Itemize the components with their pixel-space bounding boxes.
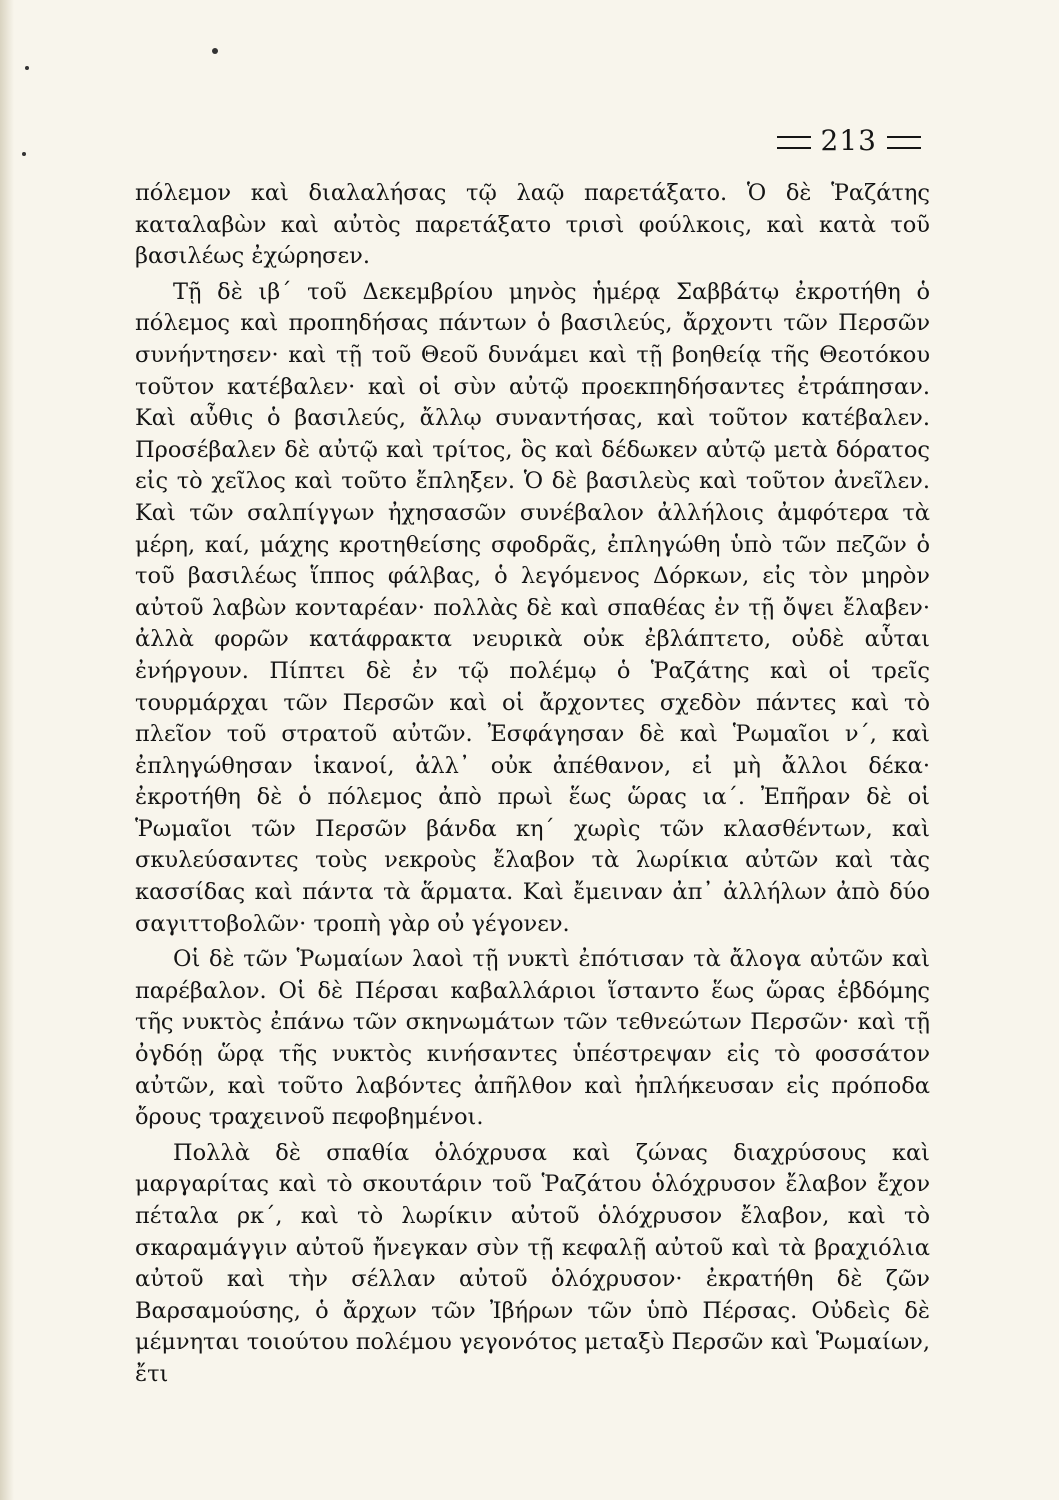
scan-edge-shadow [0, 0, 14, 1500]
header-rule-right [887, 136, 921, 149]
header-rule-left [777, 136, 811, 149]
page-number: 213 [820, 124, 877, 157]
paragraph-1: πόλεμον καὶ διαλαλήσας τῷ λαῷ παρετάξατο. Ὁ δὲ Ῥαζάτης καταλαβὼν καὶ αὐτὸς παρετάξατο τρισὶ φούλκοις, καὶ κατὰ τοῦ βασιλέως ἐχώρησεν. [135, 180, 930, 270]
speck-mark [212, 48, 218, 54]
page-header [767, 124, 931, 157]
body-text [135, 178, 930, 1395]
speck-mark [22, 152, 26, 156]
paragraph-4: Πολλὰ δὲ σπαθία ὁλόχρυσα καὶ ζώνας διαχρύσους καὶ μαργαρίτας καὶ τὸ σκουτάριν τοῦ Ῥαζάτου ὁλόχρυσον ἔλαβον ἔχον πέταλα ρκ´, καὶ τὸ λωρίκιν αὐτοῦ ὁλόχρυσον ἔλαβον, καὶ τὸ σκαραμάγγιν αὐτοῦ ἤνεγκαν σὺν τῇ κεφαλῇ αὐτοῦ καὶ τὰ βραχιόλια αὐτοῦ καὶ τὴν σέλλαν αὐτοῦ ὁλόχρυσον· ἐκρατήθη δὲ ζῶν Βαρσαμούσης, ὁ ἄρχων τῶν Ἰβήρων τῶν ὑπὸ Πέρσας. Οὐδεὶς δὲ μέμνηται τοιούτου πολέμου γεγονότος μεταξὺ Περσῶν καὶ Ῥωμαίων, ἔτι [135, 1139, 930, 1387]
speck-mark [25, 66, 29, 70]
paragraph-3: Οἱ δὲ τῶν Ῥωμαίων λαοὶ τῇ νυκτὶ ἐπότισαν τὰ ἄλογα αὐτῶν καὶ παρέβαλον. Οἱ δὲ Πέρσαι καβαλλάριοι ἵσταντο ἕως ὥρας ἑβδόμης τῆς νυκτὸς ἐπάνω τῶν σκηνωμάτων τῶν τεθνεώτων Περσῶν· καὶ τῇ ὀγδόῃ ὥρᾳ τῆς νυκτὸς κινήσαντες ὑπέστρεψαν εἰς τὸ φοσσάτον αὐτῶν, καὶ τοῦτο λαβόντες ἀπῆλθον καὶ ἠπλήκευσαν εἰς πρόποδα ὄρους τραχεινοῦ πεφοβημένοι. [135, 946, 930, 1131]
paragraph-2: Τῇ δὲ ιβ´ τοῦ Δεκεμβρίου μηνὸς ἡμέρᾳ Σαββάτῳ ἐκροτήθη ὁ πόλεμος καὶ προπηδήσας πάντων ὁ βασιλεύς, ἄρχοντι τῶν Περσῶν συνήντησεν· καὶ τῇ τοῦ Θεοῦ δυνάμει καὶ τῇ βοηθείᾳ τῆς Θεοτόκου τοῦτον κατέβαλεν· καὶ οἱ σὺν αὐτῷ προεκπηδήσαντες ἐτράπησαν. Καὶ αὖθις ὁ βασιλεύς, ἄλλῳ συναντήσας, καὶ τοῦτον κατέβαλεν. Προσέβαλεν δὲ αὐτῷ καὶ τρίτος, ὃς καὶ δέδωκεν αὐτῷ μετὰ δόρατος εἰς τὸ χεῖλος καὶ τοῦτο ἔπληξεν. Ὁ δὲ βασιλεὺς καὶ τοῦτον ἀνεῖλεν. Καὶ τῶν σαλπίγγων ἠχησασῶν συνέβαλον ἀλλήλοις ἀμφότερα τὰ μέρη, καί, μάχης κροτηθείσης σφοδρᾶς, ἐπληγώθη ὑπὸ τῶν πεζῶν ὁ τοῦ βασιλέως ἵππος φάλβας, ὁ λεγόμενος Δόρκων, εἰς τὸν μηρὸν αὐτοῦ λαβὼν κονταρέαν· πολλὰς δὲ καὶ σπαθέας ἐν τῇ ὄψει ἔλαβεν· ἀλλὰ φορῶν κατάφρακτα νευρικὰ οὐκ ἐβλάπτετο, οὐδὲ αὗται ἐνήργουν. Πίπτει δὲ ἐν τῷ πολέμῳ ὁ Ῥαζάτης καὶ οἱ τρεῖς τουρμάρχαι τῶν Περσῶν καὶ οἱ ἄρχοντες σχεδὸν πάντες καὶ τὸ πλεῖον τοῦ στρατοῦ αὐτῶν. Ἐσφάγησαν δὲ καὶ Ῥωμαῖοι ν´, καὶ ἐπληγώθησαν ἱκανοί, ἀλλ᾿ οὐκ ἀπέθανον, εἰ μὴ ἄλλοι δέκα· ἐκροτήθη δὲ ὁ πόλεμος ἀπὸ πρωὶ ἕως ὥρας ια´. Ἐπῆραν δὲ οἱ Ῥωμαῖοι τῶν Περσῶν βάνδα κη´ χωρὶς τῶν κλασθέντων, καὶ σκυλεύσαντες τοὺς νεκροὺς ἔλαβον τὰ λωρίκια αὐτῶν καὶ τὰς κασσίδας καὶ πάντα τὰ ἅρματα. Καὶ ἔμειναν ἀπ᾿ ἀλλήλων ἀπὸ δύο σαγιττοβολῶν· τροπὴ γὰρ οὐ γέγονεν. [135, 278, 930, 937]
